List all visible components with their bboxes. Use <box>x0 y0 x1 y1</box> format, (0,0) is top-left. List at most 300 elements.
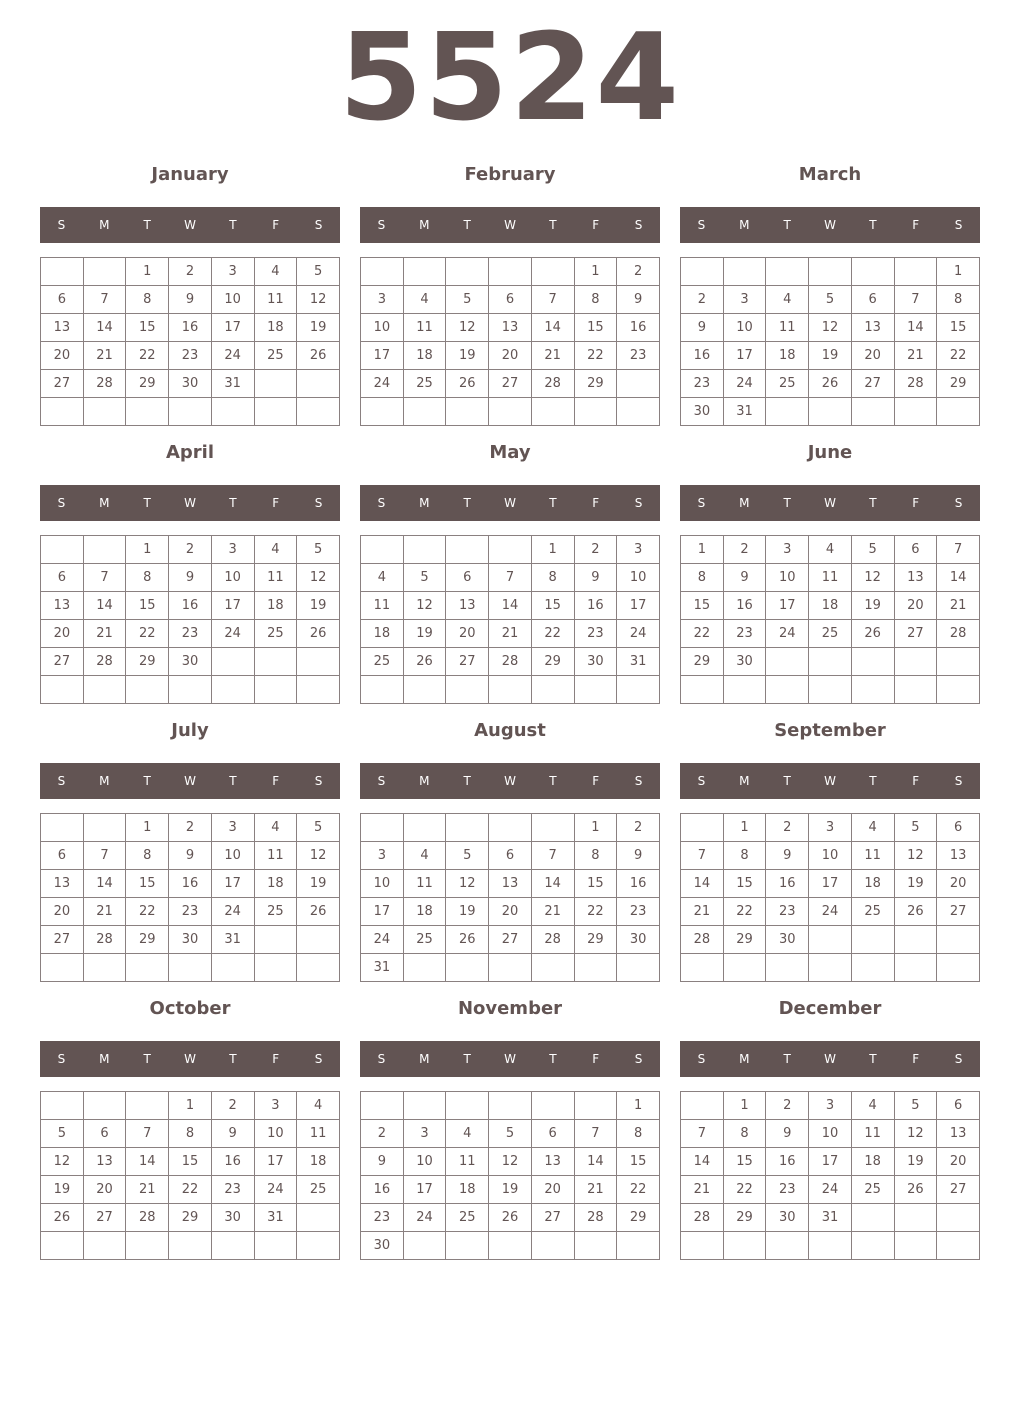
weekday-label: M <box>99 496 110 510</box>
month-name: July <box>171 720 209 741</box>
day-cell: 30 <box>766 1204 809 1232</box>
weekday-label: M <box>739 496 750 510</box>
empty-cell <box>489 676 532 704</box>
empty-cell <box>617 954 660 982</box>
weekday-label: M <box>419 218 430 232</box>
day-cell: 9 <box>169 842 212 870</box>
empty-cell <box>446 1092 489 1120</box>
day-cell: 21 <box>531 342 574 370</box>
day-cell: 25 <box>254 620 297 648</box>
day-cell: 15 <box>126 314 169 342</box>
week-row <box>41 676 340 704</box>
day-cell: 12 <box>297 842 340 870</box>
day-cell: 14 <box>681 1148 724 1176</box>
weekday-label: T <box>143 1052 151 1066</box>
month-name: August <box>474 720 546 741</box>
week-row <box>681 648 980 676</box>
empty-cell <box>211 398 254 426</box>
week-row <box>681 1232 980 1260</box>
day-cell: 17 <box>723 342 766 370</box>
empty-cell <box>126 676 169 704</box>
weekday-header <box>40 1041 340 1077</box>
day-cell: 23 <box>766 898 809 926</box>
day-cell: 11 <box>254 564 297 592</box>
empty-cell <box>361 398 404 426</box>
day-cell: 12 <box>489 1148 532 1176</box>
empty-cell <box>894 926 937 954</box>
day-cell: 13 <box>937 1120 980 1148</box>
day-cell: 11 <box>446 1148 489 1176</box>
empty-cell <box>894 398 937 426</box>
day-cell: 28 <box>126 1204 169 1232</box>
day-cell: 23 <box>574 620 617 648</box>
day-cell: 25 <box>766 370 809 398</box>
day-cell: 12 <box>851 564 894 592</box>
day-cell: 3 <box>211 814 254 842</box>
week-row <box>41 870 340 898</box>
day-cell: 29 <box>126 370 169 398</box>
day-cell: 2 <box>723 536 766 564</box>
empty-cell <box>297 954 340 982</box>
day-cell: 13 <box>41 314 84 342</box>
empty-cell <box>83 814 126 842</box>
day-cell: 20 <box>41 898 84 926</box>
empty-cell <box>681 1232 724 1260</box>
weekday-label: F <box>272 1052 280 1066</box>
day-cell: 18 <box>403 342 446 370</box>
empty-cell <box>297 648 340 676</box>
day-cell: 3 <box>211 536 254 564</box>
day-cell: 17 <box>403 1176 446 1204</box>
weekday-header <box>360 207 660 243</box>
weekday-label: T <box>869 774 877 788</box>
day-cell: 17 <box>361 898 404 926</box>
day-cell: 10 <box>361 314 404 342</box>
day-cell: 28 <box>681 926 724 954</box>
empty-cell <box>681 1092 724 1120</box>
empty-cell <box>531 676 574 704</box>
day-cell: 2 <box>617 258 660 286</box>
day-cell: 13 <box>446 592 489 620</box>
day-cell: 2 <box>211 1092 254 1120</box>
day-cell: 16 <box>361 1176 404 1204</box>
day-cell: 7 <box>681 1120 724 1148</box>
weekday-label: T <box>463 496 471 510</box>
day-cell: 8 <box>617 1120 660 1148</box>
empty-cell <box>41 258 84 286</box>
day-cell: 9 <box>723 564 766 592</box>
day-cell: 10 <box>617 564 660 592</box>
weekday-label: M <box>739 1052 750 1066</box>
week-row <box>41 370 340 398</box>
day-cell: 6 <box>41 286 84 314</box>
weekday-label: M <box>419 1052 430 1066</box>
day-cell: 18 <box>851 1148 894 1176</box>
empty-cell <box>617 676 660 704</box>
weekday-label: S <box>954 496 963 510</box>
month-name: June <box>807 442 853 463</box>
day-cell: 22 <box>937 342 980 370</box>
day-cell: 8 <box>126 286 169 314</box>
empty-cell <box>446 536 489 564</box>
empty-cell <box>403 676 446 704</box>
day-cell: 14 <box>531 870 574 898</box>
year-title: 5524 <box>339 9 681 148</box>
weekday-label: F <box>912 774 920 788</box>
day-cell: 18 <box>851 870 894 898</box>
empty-cell <box>169 398 212 426</box>
empty-cell <box>361 536 404 564</box>
empty-cell <box>574 1232 617 1260</box>
day-cell: 4 <box>254 814 297 842</box>
empty-cell <box>531 954 574 982</box>
empty-cell <box>126 398 169 426</box>
day-cell: 8 <box>681 564 724 592</box>
day-cell: 8 <box>574 286 617 314</box>
weekday-label: T <box>143 218 151 232</box>
weekday-label: S <box>314 774 323 788</box>
day-cell: 6 <box>489 286 532 314</box>
week-row <box>361 342 660 370</box>
day-cell: 3 <box>361 842 404 870</box>
day-cell: 10 <box>723 314 766 342</box>
day-grid <box>680 257 980 426</box>
day-cell: 13 <box>489 314 532 342</box>
day-cell: 1 <box>574 814 617 842</box>
day-cell: 14 <box>83 870 126 898</box>
empty-cell <box>297 926 340 954</box>
day-cell: 20 <box>489 342 532 370</box>
day-cell: 1 <box>617 1092 660 1120</box>
day-cell: 16 <box>169 314 212 342</box>
day-cell: 30 <box>681 398 724 426</box>
month-name: January <box>151 164 229 185</box>
empty-cell <box>41 1232 84 1260</box>
day-cell: 26 <box>851 620 894 648</box>
day-cell: 12 <box>894 1120 937 1148</box>
day-cell: 21 <box>126 1176 169 1204</box>
empty-cell <box>361 676 404 704</box>
day-cell: 11 <box>809 564 852 592</box>
day-cell: 3 <box>254 1092 297 1120</box>
empty-cell <box>254 370 297 398</box>
day-cell: 2 <box>766 814 809 842</box>
month-name: November <box>457 998 563 1019</box>
day-cell: 23 <box>723 620 766 648</box>
empty-cell <box>297 1204 340 1232</box>
day-cell: 14 <box>894 314 937 342</box>
day-cell: 13 <box>489 870 532 898</box>
weekday-label: T <box>229 1052 237 1066</box>
day-cell: 25 <box>809 620 852 648</box>
empty-cell <box>489 536 532 564</box>
day-cell: 10 <box>809 842 852 870</box>
empty-cell <box>361 258 404 286</box>
day-cell: 21 <box>681 1176 724 1204</box>
day-cell: 28 <box>83 926 126 954</box>
day-cell: 19 <box>809 342 852 370</box>
weekday-label: T <box>143 496 151 510</box>
day-cell: 6 <box>41 842 84 870</box>
day-cell: 15 <box>574 314 617 342</box>
day-cell: 23 <box>169 898 212 926</box>
week-row <box>681 954 980 982</box>
empty-cell <box>809 676 852 704</box>
empty-cell <box>489 1232 532 1260</box>
week-row <box>681 1120 980 1148</box>
day-cell: 28 <box>574 1204 617 1232</box>
day-cell: 8 <box>531 564 574 592</box>
week-row <box>681 1148 980 1176</box>
day-cell: 17 <box>211 870 254 898</box>
day-cell: 25 <box>446 1204 489 1232</box>
week-row <box>41 1232 340 1260</box>
week-row <box>41 842 340 870</box>
day-cell: 22 <box>126 620 169 648</box>
weekday-header <box>360 763 660 799</box>
empty-cell <box>766 954 809 982</box>
day-cell: 12 <box>446 870 489 898</box>
week-row <box>681 1204 980 1232</box>
week-row <box>681 342 980 370</box>
empty-cell <box>723 676 766 704</box>
weekday-label: W <box>184 774 196 788</box>
weekday-label: T <box>549 1052 557 1066</box>
weekday-label: F <box>272 774 280 788</box>
day-cell: 2 <box>681 286 724 314</box>
weekday-label: F <box>592 774 600 788</box>
day-cell: 22 <box>723 1176 766 1204</box>
day-grid <box>360 1091 660 1260</box>
day-cell: 25 <box>403 370 446 398</box>
week-row <box>361 564 660 592</box>
day-cell: 19 <box>446 342 489 370</box>
empty-cell <box>766 398 809 426</box>
week-row <box>681 676 980 704</box>
day-cell: 10 <box>361 870 404 898</box>
month-name: April <box>165 442 215 463</box>
empty-cell <box>297 1232 340 1260</box>
day-cell: 2 <box>617 814 660 842</box>
week-row <box>41 342 340 370</box>
weekday-label: S <box>697 774 706 788</box>
day-cell: 3 <box>809 1092 852 1120</box>
empty-cell <box>446 258 489 286</box>
week-row <box>361 620 660 648</box>
day-cell: 27 <box>489 370 532 398</box>
day-cell: 4 <box>809 536 852 564</box>
day-cell: 10 <box>211 564 254 592</box>
day-cell: 5 <box>894 1092 937 1120</box>
empty-cell <box>83 1232 126 1260</box>
day-cell: 20 <box>41 342 84 370</box>
empty-cell <box>254 676 297 704</box>
day-cell: 5 <box>297 536 340 564</box>
day-cell: 29 <box>681 648 724 676</box>
week-row <box>361 898 660 926</box>
empty-cell <box>169 676 212 704</box>
day-cell: 3 <box>766 536 809 564</box>
day-cell: 31 <box>361 954 404 982</box>
day-cell: 18 <box>297 1148 340 1176</box>
day-cell: 8 <box>126 842 169 870</box>
weekday-label: S <box>377 774 386 788</box>
day-cell: 24 <box>766 620 809 648</box>
day-cell: 2 <box>169 814 212 842</box>
day-cell: 17 <box>617 592 660 620</box>
day-cell: 10 <box>809 1120 852 1148</box>
day-cell: 19 <box>489 1176 532 1204</box>
day-cell: 30 <box>169 648 212 676</box>
day-cell: 21 <box>83 898 126 926</box>
day-cell: 25 <box>403 926 446 954</box>
day-cell: 23 <box>617 342 660 370</box>
day-cell: 5 <box>403 564 446 592</box>
weekday-label: T <box>783 218 791 232</box>
empty-cell <box>211 954 254 982</box>
weekday-label: W <box>824 218 836 232</box>
day-cell: 26 <box>403 648 446 676</box>
day-cell: 24 <box>211 342 254 370</box>
day-cell: 8 <box>169 1120 212 1148</box>
day-cell: 22 <box>681 620 724 648</box>
empty-cell <box>41 1092 84 1120</box>
day-grid <box>40 535 340 704</box>
empty-cell <box>809 1232 852 1260</box>
day-cell: 16 <box>169 870 212 898</box>
week-row <box>681 314 980 342</box>
day-cell: 4 <box>403 842 446 870</box>
week-row <box>361 1204 660 1232</box>
day-cell: 11 <box>254 286 297 314</box>
day-cell: 9 <box>766 1120 809 1148</box>
empty-cell <box>211 1232 254 1260</box>
week-row <box>681 258 980 286</box>
week-row <box>681 870 980 898</box>
day-cell: 15 <box>126 870 169 898</box>
day-cell: 14 <box>83 592 126 620</box>
day-grid <box>680 813 980 982</box>
week-row <box>681 898 980 926</box>
empty-cell <box>894 258 937 286</box>
day-grid <box>40 1091 340 1260</box>
day-cell: 4 <box>254 258 297 286</box>
day-cell: 27 <box>894 620 937 648</box>
weekday-label: F <box>912 218 920 232</box>
week-row <box>681 592 980 620</box>
day-cell: 25 <box>851 1176 894 1204</box>
day-cell: 7 <box>83 842 126 870</box>
empty-cell <box>531 398 574 426</box>
day-grid <box>360 813 660 982</box>
empty-cell <box>531 1232 574 1260</box>
day-cell: 24 <box>211 620 254 648</box>
weekday-header <box>40 763 340 799</box>
day-cell: 14 <box>531 314 574 342</box>
day-cell: 15 <box>574 870 617 898</box>
week-row <box>361 1232 660 1260</box>
day-cell: 16 <box>766 1148 809 1176</box>
day-cell: 28 <box>681 1204 724 1232</box>
day-cell: 14 <box>489 592 532 620</box>
weekday-label: T <box>229 496 237 510</box>
day-cell: 5 <box>446 286 489 314</box>
day-cell: 18 <box>809 592 852 620</box>
day-cell: 13 <box>851 314 894 342</box>
day-cell: 19 <box>851 592 894 620</box>
day-cell: 1 <box>723 814 766 842</box>
weekday-label: S <box>954 774 963 788</box>
day-cell: 22 <box>126 898 169 926</box>
day-cell: 23 <box>617 898 660 926</box>
day-cell: 19 <box>403 620 446 648</box>
empty-cell <box>851 1232 894 1260</box>
weekday-label: S <box>634 774 643 788</box>
week-row <box>361 314 660 342</box>
day-cell: 16 <box>574 592 617 620</box>
week-row <box>361 258 660 286</box>
day-cell: 26 <box>297 620 340 648</box>
empty-cell <box>446 814 489 842</box>
week-row <box>41 926 340 954</box>
day-cell: 1 <box>126 814 169 842</box>
weekday-label: F <box>912 496 920 510</box>
day-cell: 21 <box>83 620 126 648</box>
empty-cell <box>41 676 84 704</box>
empty-cell <box>297 370 340 398</box>
week-row <box>681 1176 980 1204</box>
day-cell: 4 <box>403 286 446 314</box>
weekday-label: T <box>549 774 557 788</box>
day-cell: 15 <box>617 1148 660 1176</box>
week-row <box>41 954 340 982</box>
day-cell: 20 <box>894 592 937 620</box>
day-cell: 5 <box>446 842 489 870</box>
empty-cell <box>574 1092 617 1120</box>
empty-cell <box>723 1232 766 1260</box>
weekday-label: T <box>463 218 471 232</box>
empty-cell <box>894 1232 937 1260</box>
day-cell: 29 <box>126 648 169 676</box>
empty-cell <box>403 398 446 426</box>
week-row <box>361 286 660 314</box>
weekday-label: T <box>783 496 791 510</box>
day-cell: 25 <box>254 898 297 926</box>
day-cell: 17 <box>254 1148 297 1176</box>
day-cell: 13 <box>937 842 980 870</box>
day-cell: 9 <box>169 564 212 592</box>
weekday-header <box>680 1041 980 1077</box>
empty-cell <box>403 258 446 286</box>
day-cell: 13 <box>531 1148 574 1176</box>
empty-cell <box>617 1232 660 1260</box>
day-cell: 9 <box>766 842 809 870</box>
day-cell: 3 <box>809 814 852 842</box>
day-cell: 27 <box>41 926 84 954</box>
day-cell: 16 <box>617 314 660 342</box>
day-cell: 26 <box>41 1204 84 1232</box>
day-cell: 4 <box>446 1120 489 1148</box>
weekday-label: W <box>824 774 836 788</box>
empty-cell <box>851 676 894 704</box>
day-cell: 13 <box>894 564 937 592</box>
day-cell: 30 <box>574 648 617 676</box>
week-row <box>41 1204 340 1232</box>
day-cell: 6 <box>41 564 84 592</box>
empty-cell <box>489 258 532 286</box>
weekday-label: W <box>504 218 516 232</box>
day-cell: 19 <box>297 870 340 898</box>
